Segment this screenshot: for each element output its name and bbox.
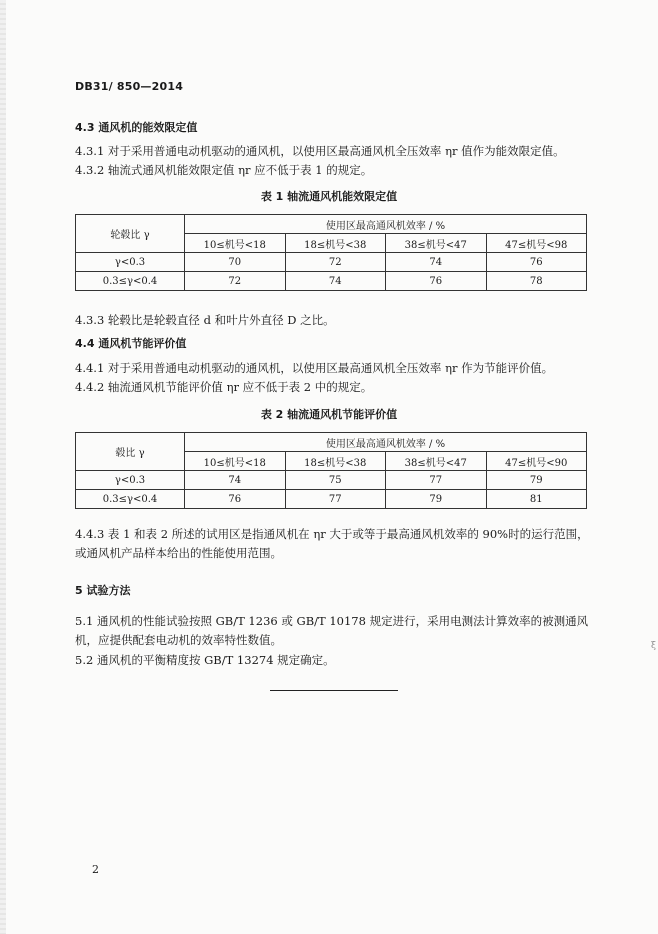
section-4-3-title: 4.3 通风机的能效限定值	[75, 121, 198, 134]
table-cell: 74	[185, 471, 286, 490]
page-number: 2	[92, 863, 99, 876]
table-cell: 74	[386, 253, 487, 272]
document-code: DB31/ 850—2014	[75, 80, 184, 93]
clause-4-4-3: 4.4.3 表 1 和表 2 所述的试用区是指通风机在 ηr 大于或等于最高通风机效率的 90%时的运行范围，或通风机产品样本给出的性能使用范围。	[75, 527, 589, 560]
table-cell: 77	[386, 471, 487, 490]
table-1-col-header: 47≤机号<98	[486, 234, 587, 253]
table-1-col-header: 38≤机号<47	[386, 234, 487, 253]
clause-4-3-2: 4.3.2 轴流式通风机能效限定值 ηr 应不低于表 1 的规定。	[75, 163, 373, 177]
section-4-4-title: 4.4 通风机节能评价值	[75, 337, 187, 350]
table-cell: 76	[185, 490, 286, 509]
end-rule	[270, 690, 398, 691]
table-1-caption: 表 1 轴流通风机能效限定值	[260, 190, 398, 203]
scan-edge	[0, 0, 6, 934]
table-1-col-header: 10≤机号<18	[185, 234, 286, 253]
clause-4-4-2: 4.4.2 轴流通风机节能评价值 ηr 应不低于表 2 中的规定。	[75, 380, 373, 394]
clause-4-3-1: 4.3.1 对于采用普通电动机驱动的通风机，以使用区最高通风机全压效率 ηr 值作为能效限定值。	[75, 144, 565, 158]
table-row	[76, 490, 587, 509]
table-2-col-header: 38≤机号<47	[386, 452, 487, 471]
table-row	[76, 471, 587, 490]
scan-mark: ξ	[651, 641, 656, 651]
table-cell: 74	[285, 272, 386, 291]
table-1-col-header: 18≤机号<38	[285, 234, 386, 253]
clause-5-2: 5.2 通风机的平衡精度按 GB/T 13274 规定确定。	[75, 653, 335, 667]
table-2-caption: 表 2 轴流通风机节能评价值	[260, 408, 398, 421]
table-cell: 78	[486, 272, 587, 291]
clause-5-1: 5.1 通风机的性能试验按照 GB/T 1236 或 GB/T 10178 规定进行，采用电测法计算效率的被测通风机，应提供配套电动机的效率特性数值。	[75, 614, 589, 647]
table-1-row-header: 轮毂比 γ	[76, 215, 185, 253]
table-row	[76, 253, 587, 272]
clause-4-4-1: 4.4.1 对于采用普通电动机驱动的通风机，以使用区最高通风机全压效率 ηr 作为节能评价值。	[75, 361, 554, 375]
table-cell: 72	[185, 272, 286, 291]
table-1-group-header: 使用区最高通风机效率 / %	[185, 215, 587, 234]
table-cell: 75	[285, 471, 386, 490]
clause-4-3-3: 4.3.3 轮毂比是轮毂直径 d 和叶片外直径 D 之比。	[75, 313, 335, 327]
table-1	[75, 214, 587, 291]
table-2-col-header: 10≤机号<18	[185, 452, 286, 471]
section-5-title: 5 试验方法	[75, 584, 131, 597]
table-cell: 81	[486, 490, 587, 509]
table-2-col-header: 47≤机号<90	[486, 452, 587, 471]
table-cell: 76	[486, 253, 587, 272]
table-row	[76, 272, 587, 291]
table-cell: 72	[285, 253, 386, 272]
table-2-col-header: 18≤机号<38	[285, 452, 386, 471]
table-cell: 76	[386, 272, 487, 291]
row-label: γ<0.3	[76, 253, 185, 272]
table-2	[75, 432, 587, 509]
table-2-group-header: 使用区最高通风机效率 / %	[185, 433, 587, 452]
row-label: 0.3≤γ<0.4	[76, 490, 185, 509]
table-cell: 70	[185, 253, 286, 272]
row-label: 0.3≤γ<0.4	[76, 272, 185, 291]
row-label: γ<0.3	[76, 471, 185, 490]
table-cell: 79	[386, 490, 487, 509]
table-cell: 79	[486, 471, 587, 490]
table-2-row-header: 毂比 γ	[76, 433, 185, 471]
table-cell: 77	[285, 490, 386, 509]
